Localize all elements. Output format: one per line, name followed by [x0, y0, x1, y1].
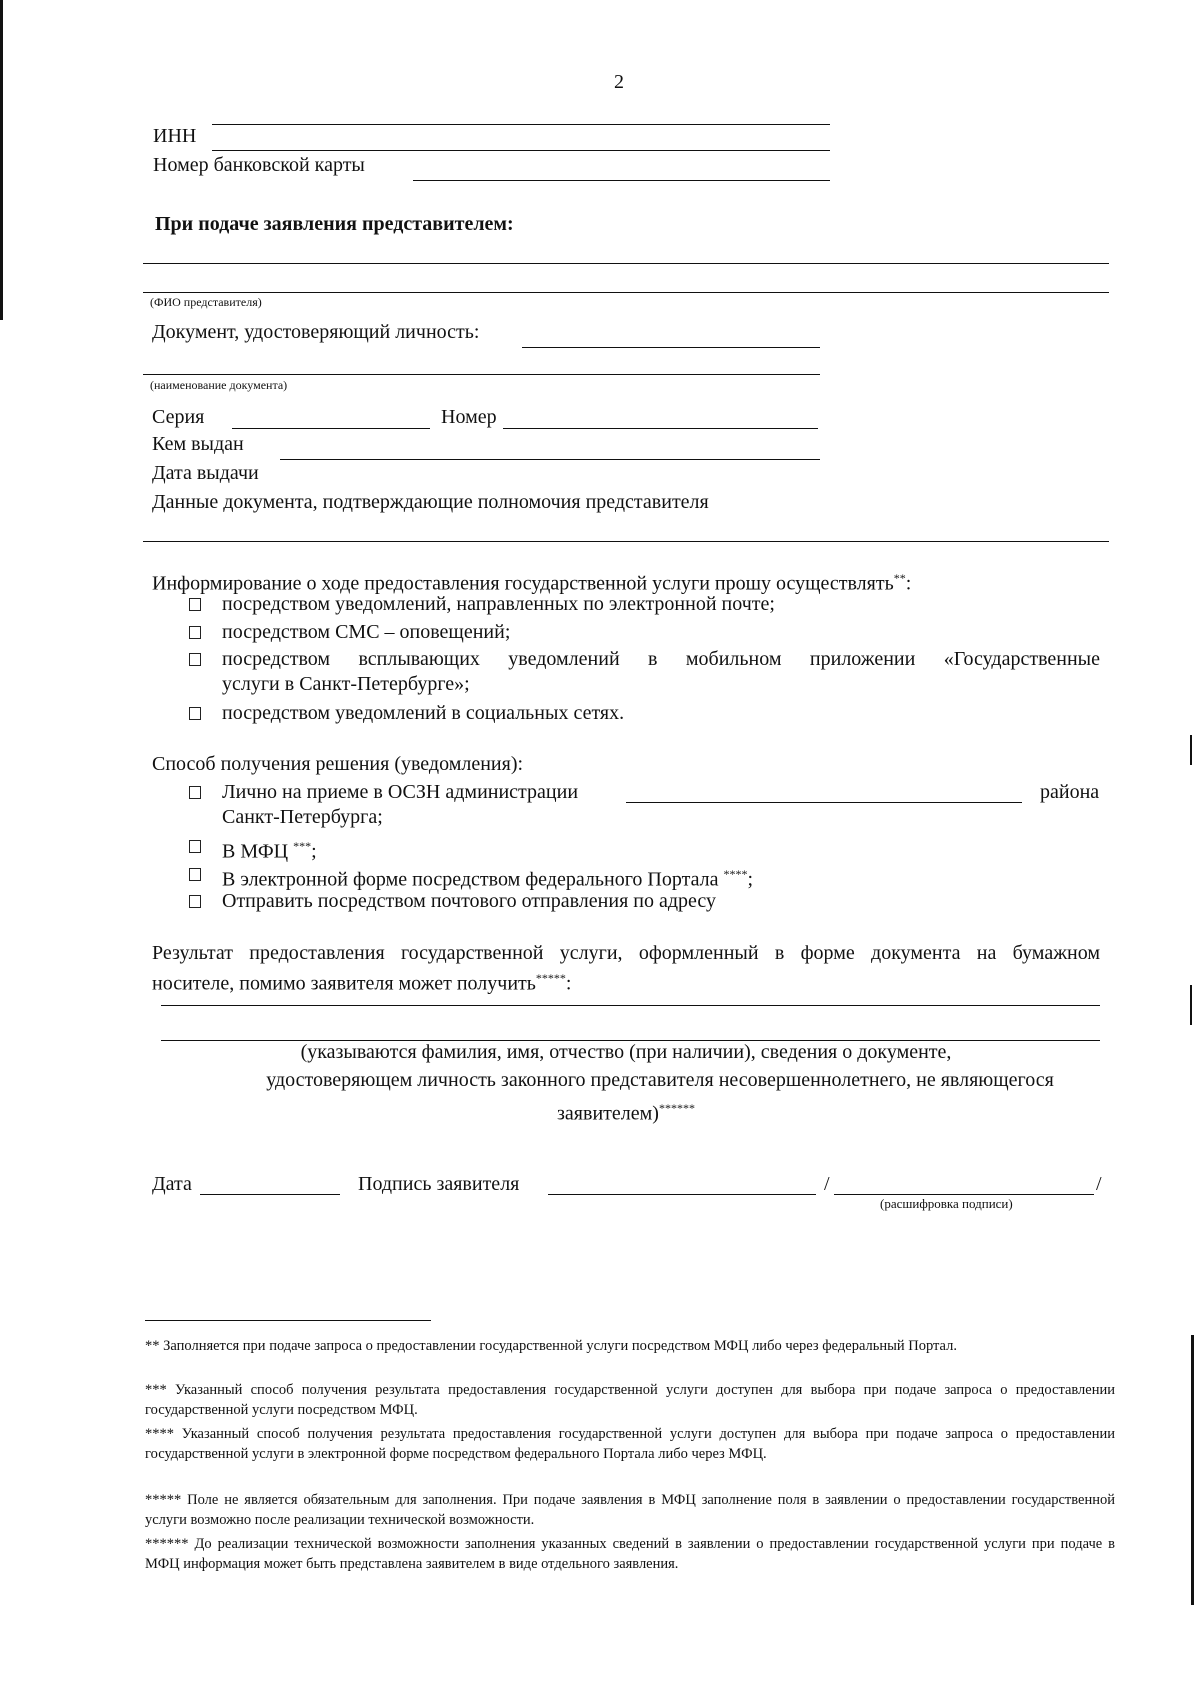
checkbox-sms[interactable] [189, 626, 201, 639]
scan-edge-right [1191, 1335, 1194, 1605]
number-label: Номер [441, 406, 497, 428]
receipt-option-mfc: В МФЦ ***; [222, 839, 317, 863]
rep-fio-field-2[interactable] [143, 292, 1109, 293]
receipt-option-post: Отправить посредством почтового отправления по адресу [222, 890, 717, 912]
checkbox-portal[interactable] [189, 868, 201, 881]
checkbox-social[interactable] [189, 707, 201, 720]
doc-name-caption: (наименование документа) [150, 378, 288, 392]
inn-label: ИНН [153, 125, 197, 147]
date-label: Дата [152, 1173, 192, 1195]
signature-field[interactable] [548, 1194, 816, 1195]
date-field[interactable] [200, 1194, 340, 1195]
result-mark: ***** [535, 971, 566, 985]
receipt-option-portal: В электронной форме посредством федерального Портала ****; [222, 867, 754, 891]
signature-decode-field[interactable] [834, 1194, 1094, 1195]
slash-left: / [824, 1173, 830, 1195]
footnote-4: ***** Поле не является обязательным для заполнения. При подаче заявления в МФЦ заполнение поля в заявлении о предоставлении государственной услуги возможно после реализации технической возможности. [145, 1492, 1115, 1528]
inn-line-top [212, 124, 830, 125]
series-label: Серия [152, 406, 205, 428]
authority-label: Данные документа, подтверждающие полномочия представителя [152, 491, 709, 513]
footnote-separator [145, 1320, 431, 1321]
doc-name-field[interactable] [143, 374, 820, 375]
receipt-option-in-person: Лично на приеме в ОСЗН администрации [222, 781, 579, 803]
spb-label: Санкт-Петербурга; [222, 806, 383, 828]
issued-by-label: Кем выдан [152, 433, 244, 455]
district-suffix: района [1040, 781, 1100, 803]
legal-caption-2: удостоверяющем личность законного представителя несовершеннолетнего, не являющегося [266, 1069, 1054, 1091]
checkbox-in-person[interactable] [189, 786, 201, 799]
id-doc-field[interactable] [522, 347, 820, 348]
footnote-5: ****** До реализации технической возможности заполнения указанных сведений в заявлении о предоставлении государственной услуги при подаче в МФЦ информация может быть представлена заявителем в виде отдельного заявления. [145, 1536, 1115, 1572]
id-doc-label: Документ, удостоверяющий личность: [152, 321, 480, 343]
inform-option-sms: посредством СМС – оповещений; [222, 621, 511, 643]
legal-caption-1: (указываются фамилия, имя, отчество (при наличии), сведения о документе, [300, 1041, 952, 1063]
card-field[interactable] [413, 180, 830, 181]
signature-caption: (расшифровка подписи) [880, 1196, 1013, 1211]
rep-fio-field-1[interactable] [143, 263, 1109, 264]
footnote-1: ** Заполняется при подаче запроса о предоставлении государственной услуги посредством МФЦ либо через федеральный Портал. [145, 1338, 957, 1354]
inform-intro: Информирование о ходе предоставления государственной услуги прошу осуществлять**: [152, 571, 912, 595]
footnote-2: *** Указанный способ получения результата предоставления государственной услуги доступен для выбора при подаче запроса о предоставлении государственной услуги посредством МФЦ. [145, 1382, 1115, 1418]
inn-field[interactable] [212, 150, 830, 151]
result-line-1: Результат предоставления государственной услуги, оформленный в форме документа на бумажном [152, 942, 1100, 964]
result-line-2: носителе, помимо заявителя может получить*****: [152, 971, 572, 995]
legal-mark: ****** [658, 1101, 695, 1115]
scan-edge-left [0, 0, 3, 320]
checkbox-mfc[interactable] [189, 840, 201, 853]
inform-option-email: посредством уведомлений, направленных по электронной почте; [222, 593, 775, 615]
inform-option-social: посредством уведомлений в социальных сетях. [222, 702, 625, 724]
district-field[interactable] [626, 802, 1022, 803]
series-field[interactable] [232, 428, 430, 429]
inform-option-push-cont: услуги в Санкт-Петербурге»; [222, 673, 470, 695]
footnote-3: **** Указанный способ получения результата предоставления государственной услуги доступен для выбора при подаче запроса о предоставлении государственной услуги в электронной форме посредством федерального Портала либо через МФЦ. [145, 1426, 1115, 1462]
number-field[interactable] [503, 428, 818, 429]
issued-by-field[interactable] [280, 459, 820, 460]
inform-option-push: посредством всплывающих уведомлений в мобильном приложении «Государственные [222, 648, 1100, 670]
scan-mark [1190, 735, 1192, 765]
issue-date-label: Дата выдачи [152, 462, 259, 484]
legal-caption-3: заявителем)****** [557, 1101, 695, 1125]
checkbox-post[interactable] [189, 895, 201, 908]
result-field-1[interactable] [161, 1005, 1100, 1006]
slash-right: / [1096, 1173, 1102, 1195]
inform-mark: ** [893, 571, 906, 585]
rep-fio-caption: (ФИО представителя) [150, 295, 262, 309]
signature-label: Подпись заявителя [358, 1173, 520, 1195]
checkbox-email[interactable] [189, 598, 201, 611]
receipt-heading: Способ получения решения (уведомления): [152, 753, 524, 775]
scan-mark [1190, 985, 1192, 1025]
authority-field[interactable] [143, 541, 1109, 542]
rep-heading: При подаче заявления представителем: [155, 213, 514, 235]
checkbox-push[interactable] [189, 653, 201, 666]
card-label: Номер банковской карты [153, 154, 365, 176]
page-number: 2 [614, 71, 624, 93]
